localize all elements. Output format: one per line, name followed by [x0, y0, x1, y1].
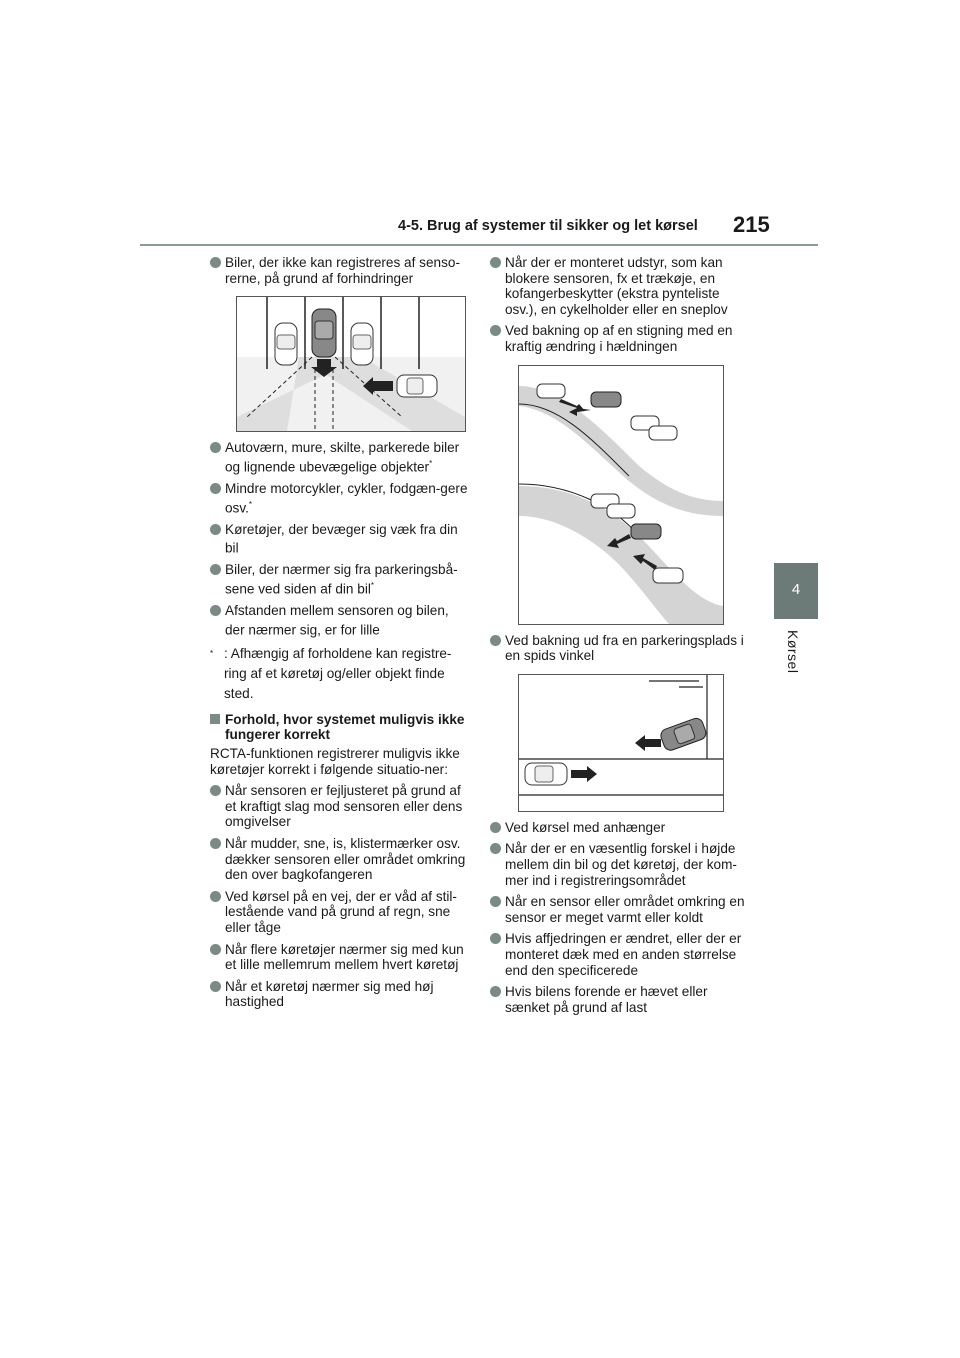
angled-parking-illustration	[518, 674, 724, 812]
list-item: Når der er en væsentlig forskel i højde mellem din bil og det køretøj, der kom-mer ind i registreringsområdet	[490, 841, 752, 888]
list-item: Afstanden mellem sensoren og bilen, der nærmer sig, er for lille	[210, 603, 472, 638]
left-column	[210, 255, 472, 1016]
list-item: Når et køretøj nærmer sig med høj hastighed	[210, 979, 472, 1010]
chapter-number: 4	[791, 581, 801, 598]
list-item: Mindre motorcykler, cykler, fodgæn-gere osv.*	[210, 481, 472, 516]
header-divider	[140, 244, 818, 246]
list-item: Køretøjer, der bevæger sig væk fra din bil	[210, 522, 472, 557]
angled-parking-diagram	[519, 675, 723, 811]
list-item: Når mudder, sne, is, klistermærker osv. dækker sensoren eller området omkring den over bagkofangeren	[210, 836, 472, 883]
intro-paragraph: RCTA-funktionen registrerer muligvis ikke køretøjer korrekt i følgende situatio-ner:	[210, 745, 460, 777]
chapter-tab	[774, 563, 818, 619]
section-title: 4-5. Brug af systemer til sikker og let kørsel	[398, 218, 698, 234]
list-item: Når flere køretøjer nærmer sig med kun et lille mellemrum mellem hvert køretøj	[210, 942, 472, 973]
section-heading: Forhold, hvor systemet muligvis ikke fungerer korrekt	[210, 712, 472, 743]
list-item: Autoværn, mure, skilte, parkerede biler og lignende ubevægelige objekter*	[210, 440, 472, 475]
list-item: Biler, der nærmer sig fra parkeringsbå-sene ved siden af din bil*	[210, 562, 472, 597]
list-item: Når sensoren er fejljusteret på grund af et kraftigt slag mod sensoren eller dens omgivelser	[210, 783, 472, 830]
list-item: Hvis affjedringen er ændret, eller der er monteret dæk med en anden størrelse end den specificerede	[490, 931, 752, 978]
list-item: Når en sensor eller området omkring en sensor er meget varmt eller koldt	[490, 894, 752, 925]
slope-diagram	[519, 366, 723, 624]
list-item: Ved bakning ud fra en parkeringsplads i en spids vinkel	[490, 633, 752, 664]
list-item: Når der er monteret udstyr, som kan blokere sensoren, fx et trækøje, en kofangerbeskytter (ekstra pynteliste osv.), en cykelholder eller en sneplov	[490, 255, 752, 317]
list-item: Ved bakning op af en stigning med en kraftig ændring i hældningen	[490, 323, 752, 354]
list-item: Hvis bilens forende er hævet eller sænket på grund af last	[490, 984, 752, 1015]
list-item: Biler, der ikke kan registreres af senso-rerne, på grund af forhindringer	[210, 255, 472, 286]
page-number: 215	[733, 212, 770, 237]
footnote: * : Afhængig af forholdene kan registre-ring af et køretøj og/eller objekt finde sted.	[210, 645, 452, 701]
slope-illustration	[518, 365, 724, 625]
list-item: Ved kørsel med anhænger	[490, 820, 752, 836]
chapter-label: Kørsel	[785, 630, 801, 674]
parking-illustration	[236, 296, 466, 432]
parking-lot-diagram	[237, 297, 465, 431]
right-column	[490, 255, 752, 1021]
list-item: Ved kørsel på en vej, der er våd af stil-lestående vand på grund af regn, sne eller tåge	[210, 889, 472, 936]
